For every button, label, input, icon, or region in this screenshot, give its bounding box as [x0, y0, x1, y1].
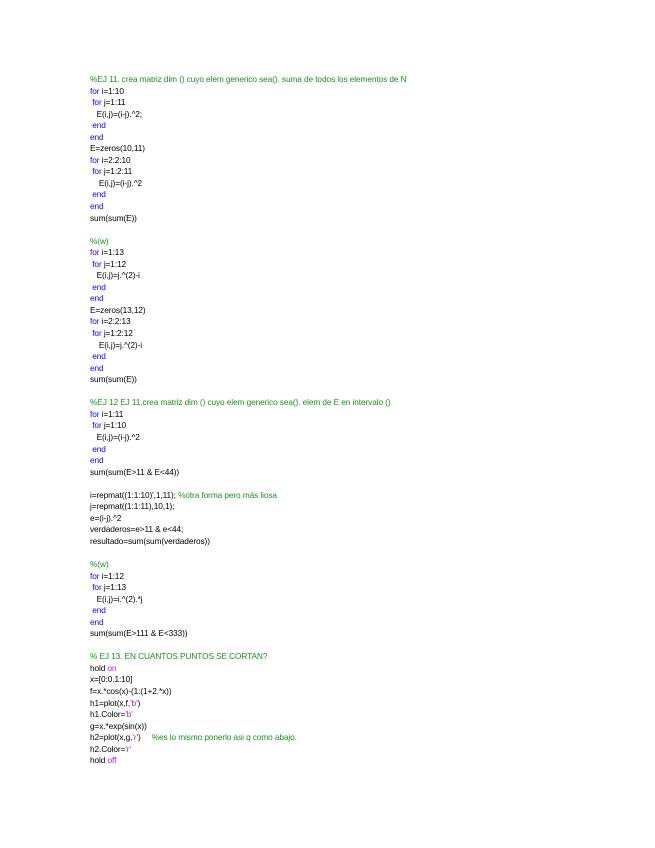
code-text: E(i,j)=(i-j).^2: [90, 431, 140, 442]
code-line: [90, 513, 630, 525]
code-line: [90, 409, 630, 421]
string-literal: 'r': [132, 732, 139, 743]
code-line: [90, 270, 630, 282]
code-line: [90, 420, 630, 432]
code-text: sum(sum(E)): [90, 212, 137, 223]
code-text: hold: [90, 755, 108, 766]
code-line: [90, 236, 630, 248]
keyword: end: [92, 443, 106, 454]
code-text: E(i,j)=j.^(2)-i: [90, 270, 140, 281]
keyword: for: [90, 316, 100, 327]
code-line: [90, 444, 630, 456]
keyword: end: [92, 120, 106, 131]
code-text: i=1:13: [99, 247, 124, 258]
code-line: [90, 328, 630, 340]
code-text: g=x.*exp(sin(x)): [90, 720, 147, 731]
code-text: h2.Color=: [90, 743, 126, 754]
code-line: [90, 536, 630, 548]
string-literal: on: [107, 662, 117, 673]
code-line: [90, 259, 630, 271]
code-line: [90, 120, 630, 132]
keyword: for: [90, 247, 100, 258]
comment: %EJ 12 EJ 11.crea matriz dim () cuyo elem generico sea(). elem de E en intervalo (): [90, 397, 391, 408]
code-line: [90, 155, 630, 167]
code-text: i=1:10: [99, 85, 124, 96]
code-text: x=[0:0.1:10]: [90, 674, 133, 685]
keyword: end: [92, 281, 106, 292]
comment: %es lo mismo ponerlo asi q como abajo.: [151, 732, 297, 743]
code-line: [90, 755, 630, 767]
keyword: end: [90, 362, 104, 373]
code-line: [90, 617, 630, 629]
code-text: j=1:12: [101, 258, 127, 269]
keyword: for: [92, 97, 102, 108]
code-text: E=zeros(13,12): [90, 304, 146, 315]
keyword: for: [92, 166, 102, 177]
keyword: for: [92, 258, 102, 269]
code-line: [90, 178, 630, 190]
string-literal: 'b': [125, 709, 133, 720]
code-line: [90, 213, 630, 225]
code-line: [90, 524, 630, 536]
keyword: for: [92, 582, 102, 593]
code-text: j=1:2:12: [101, 328, 133, 339]
keyword: end: [90, 201, 104, 212]
code-line: [90, 86, 630, 98]
keyword: for: [90, 85, 100, 96]
code-text: E(i,j)=(i-j).^2: [90, 177, 143, 188]
code-text: E(i,j)=(i-j).^2;: [90, 108, 143, 119]
code-text: j=repmat((1:1:11),10,1);: [90, 501, 175, 512]
code-text: sum(sum(E>11 & E<44)): [90, 466, 180, 477]
keyword: end: [90, 616, 104, 627]
blank-line: [90, 478, 630, 490]
code-text: ): [138, 732, 152, 743]
comment: %otra forma pero más liosa: [178, 489, 277, 500]
keyword: for: [90, 408, 100, 419]
code-line: [90, 132, 630, 144]
keyword: end: [90, 131, 104, 142]
keyword: end: [92, 189, 106, 200]
code-text: h1=plot(x,f,: [90, 697, 131, 708]
code-line: [90, 674, 630, 686]
code-line: [90, 189, 630, 201]
code-line: [90, 686, 630, 698]
code-text: i=repmat((1:1:10)',1,11);: [90, 489, 179, 500]
code-text: j=1:13: [101, 582, 127, 593]
code-line: [90, 74, 630, 86]
blank-line: [90, 547, 630, 559]
code-line: [90, 432, 630, 444]
code-line: [90, 305, 630, 317]
keyword: for: [90, 154, 100, 165]
code-line: [90, 467, 630, 479]
comment: %EJ 11. crea matriz dim () cuyo elem generico sea(). suma de todos los elementos de N: [90, 74, 407, 84]
code-line: [90, 582, 630, 594]
code-text: E(i,j)=i.^(2).*j: [90, 593, 143, 604]
code-text: hold: [90, 662, 108, 673]
code-line: [90, 732, 630, 744]
code-line: [90, 628, 630, 640]
keyword: for: [92, 420, 102, 431]
code-line: [90, 374, 630, 386]
code-text: i=2:2:10: [99, 154, 131, 165]
code-line: [90, 109, 630, 121]
code-line: [90, 559, 630, 571]
code-line: [90, 293, 630, 305]
code-line: [90, 455, 630, 467]
code-line: [90, 340, 630, 352]
code-text: f=x.*cos(x)-(1:(1+2.*x)): [90, 685, 172, 696]
code-line: [90, 651, 630, 663]
code-text: resultado=sum(sum(verdaderos)): [90, 535, 210, 546]
code-line: [90, 166, 630, 178]
code-line: [90, 363, 630, 375]
code-text: E(i,j)=j.^(2)-i: [90, 339, 143, 350]
code-text: j=1:10: [101, 420, 127, 431]
code-line: [90, 744, 630, 756]
code-line: [90, 97, 630, 109]
code-line: [90, 397, 630, 409]
code-line: [90, 721, 630, 733]
keyword: end: [90, 293, 104, 304]
keyword: end: [92, 605, 106, 616]
code-text: sum(sum(E>111 & E<333)): [90, 628, 188, 639]
string-literal: off: [107, 755, 117, 766]
string-literal: 'b': [130, 697, 138, 708]
keyword: end: [92, 351, 106, 362]
code-text: e=(i-j).^2: [90, 512, 122, 523]
code-text: verdaderos=e>11 & e<44;: [90, 524, 184, 535]
code-line: [90, 698, 630, 710]
code-text: i=1:12: [99, 570, 124, 581]
code-text: j=1:11: [101, 97, 126, 108]
blank-line: [90, 224, 630, 236]
code-line: [90, 605, 630, 617]
comment: %(w): [90, 235, 109, 246]
code-line: [90, 501, 630, 513]
code-line: [90, 571, 630, 583]
code-text: E=zeros(10,11): [90, 143, 145, 154]
code-line: [90, 247, 630, 259]
blank-line: [90, 640, 630, 652]
code-text: sum(sum(E)): [90, 374, 137, 385]
code-line: [90, 143, 630, 155]
blank-line: [90, 386, 630, 398]
code-text: j=1:2:11: [101, 166, 133, 177]
code-line: [90, 282, 630, 294]
string-literal: 'r': [125, 743, 131, 754]
code-text: h1.Color=: [90, 709, 126, 720]
code-text: i=1:11: [99, 408, 124, 419]
code-text: i=2:2:13: [99, 316, 131, 327]
comment: %(w): [90, 558, 109, 569]
code-text: ): [137, 697, 141, 708]
matlab-code-listing: [90, 74, 630, 767]
code-line: [90, 490, 630, 502]
code-line: [90, 351, 630, 363]
keyword: for: [92, 328, 102, 339]
keyword: for: [90, 570, 100, 581]
code-line: [90, 201, 630, 213]
code-line: [90, 709, 630, 721]
keyword: end: [90, 455, 104, 466]
code-line: [90, 316, 630, 328]
code-line: [90, 663, 630, 675]
code-text: h2=plot(x,g,: [90, 732, 133, 743]
comment: % EJ 13. EN CUANTOS PUNTOS SE CORTAN?: [90, 651, 268, 662]
code-line: [90, 594, 630, 606]
